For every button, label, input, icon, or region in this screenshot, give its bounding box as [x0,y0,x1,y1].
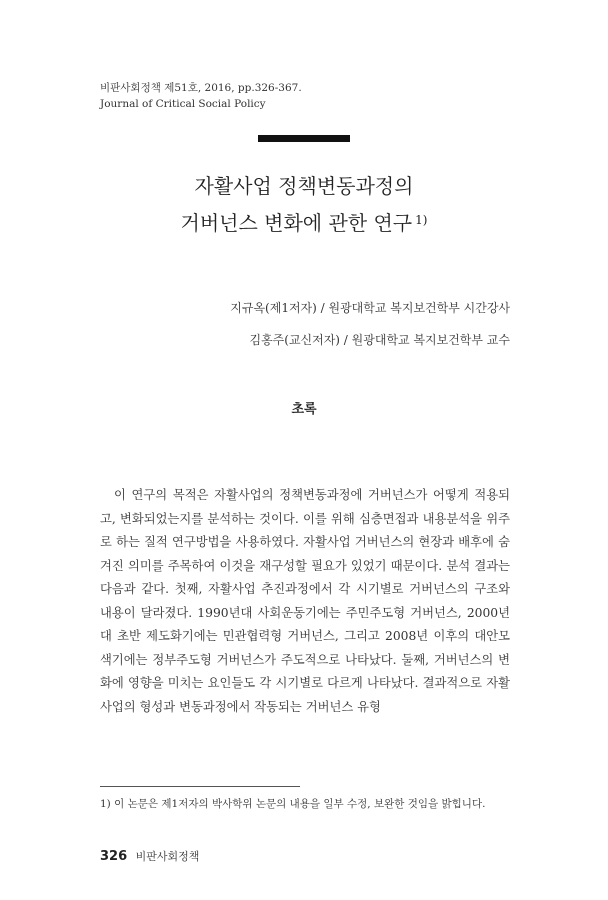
running-header [100,80,302,112]
paper-title-line-2 [0,202,608,241]
title-text-2: 거버넌스 변화에 관한 연구 [180,211,413,235]
citation-line: 비판사회정책 제51호, 2016, pp.326-367. [100,82,302,94]
title-footnote-marker: 1) [415,213,428,227]
footnote: 1) 이 논문은 제1저자의 박사학위 논문의 내용을 일부 수정, 보완한 것임을 밝힙니다. [100,798,486,810]
title-decorative-bar [258,135,350,142]
footnote-separator [100,786,300,787]
footer-journal-name: 비판사회정책 [135,850,200,863]
page-footer [100,848,199,864]
paper-title-line-1 [0,168,608,204]
abstract-heading: 초록 [291,402,317,417]
author-corresponding: 김홍주(교신저자) / 원광대학교 복지보건학부 교수 [249,333,510,347]
journal-english-name: Journal of Critical Social Policy [100,98,266,110]
page-number: 326 [100,849,128,864]
author-block [230,292,510,356]
author-first: 지규옥(제1저자) / 원광대학교 복지보건학부 시간강사 [230,301,510,315]
abstract-body: 이 연구의 목적은 자활사업의 정책변동과정에 거버넌스가 어떻게 적용되고, 변화되었는지를 분석하는 것이다. 이를 위해 심층면접과 내용분석을 위주로 하는 질적 연구방법을 사용하였다. 자활사업 거버넌스의 현장과 배후에 숨겨진 의미를 주목하여 이것을 재구성할 필요가 있었기 때문이다. 분석 결과는 다음과 같다. 첫째, 자활사업 추진과정에서 각 시기별로 거버넌스의 구조와 내용이 달라졌다. 1990년대 사회운동기에는 주민주도형 거버넌스, 2000년대 초반 제도화기에는 민관협력형 거버넌스, 그리고 2008년 이후의 대안모색기에는 정부주도형 거버넌스가 주도적으로 나타났다. 둘째, 거버넌스의 변화에 영향을 미치는 요인들도 각 시기별로 다르게 나타났다. 결과적으로 자활사업의 형성과 변동과정에서 작동되는 거버넌스 유형 [100,488,510,714]
title-text-1: 자활사업 정책변동과정의 [194,174,414,198]
